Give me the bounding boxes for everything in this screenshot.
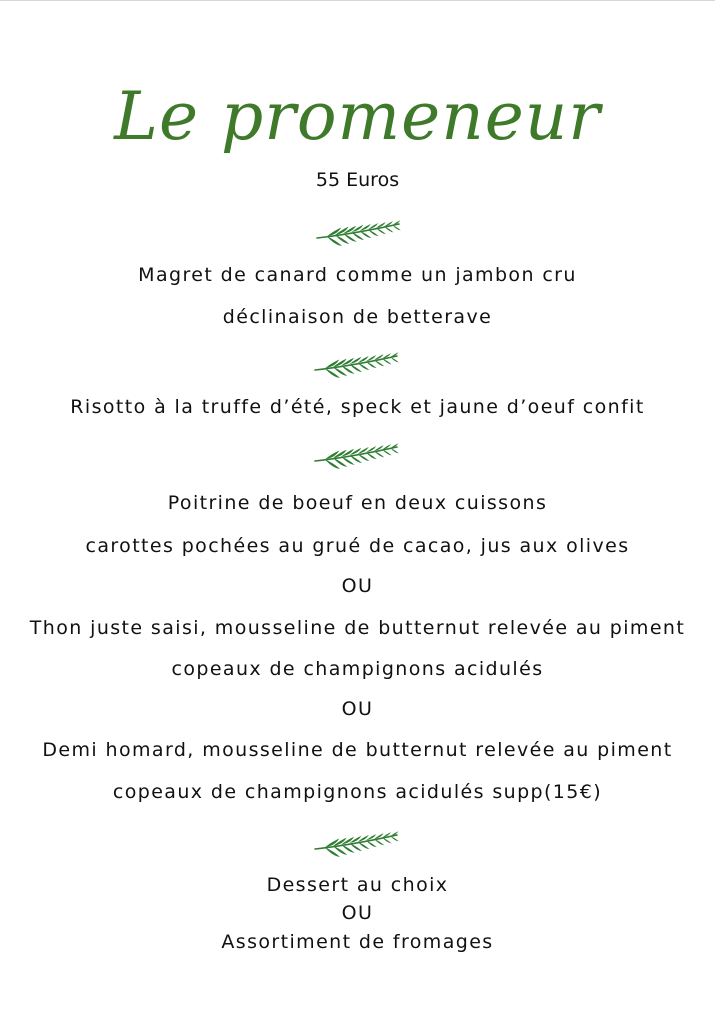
course1-line1: Magret de canard comme un jambon cru	[138, 264, 577, 286]
palm-leaf-icon	[311, 344, 401, 384]
course4-or: OU	[341, 902, 374, 924]
course3-option3-line2: copeaux de champignons acidulés supp(15€)	[112, 781, 603, 803]
course3-option1-line1: Poitrine de boeuf en deux cuissons	[167, 492, 548, 514]
course3-or-1: OU	[341, 575, 374, 597]
course3-or-2: OU	[341, 698, 374, 720]
course2-line1: Risotto à la truffe d’été, speck et jaune d’oeuf confit	[70, 396, 645, 418]
page-top-border	[0, 0, 715, 1]
menu-title: Le promeneur	[114, 78, 601, 155]
palm-leaf-icon	[311, 823, 401, 863]
course3-option3-line1: Demi homard, mousseline de butternut relevée au piment	[42, 739, 673, 761]
course4-line1: Dessert au choix	[266, 874, 449, 896]
menu-price: 55 Euros	[315, 169, 400, 191]
course3-option2-line1: Thon juste saisi, mousseline de butternut relevée au piment	[29, 617, 686, 639]
course1-line2: déclinaison de betterave	[222, 306, 493, 328]
course4-line2: Assortiment de fromages	[221, 931, 494, 953]
palm-leaf-icon	[311, 435, 401, 475]
palm-leaf-icon	[313, 212, 403, 252]
course3-option1-line2: carottes pochées au grué de cacao, jus aux olives	[85, 535, 630, 557]
course3-option2-line2: copeaux de champignons acidulés	[171, 658, 544, 680]
